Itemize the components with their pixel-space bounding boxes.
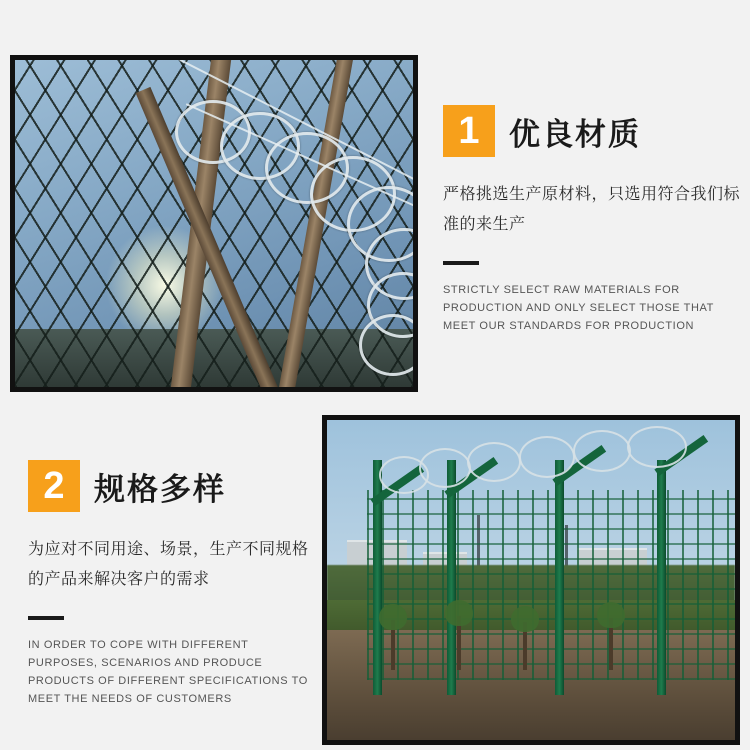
feature-1-number-badge: 1 xyxy=(443,105,495,157)
feature-2-text xyxy=(28,460,318,708)
feature-1-heading xyxy=(443,105,740,157)
feature-1-title: 优良材质 xyxy=(509,116,641,153)
sapling xyxy=(391,620,395,670)
razor-coil xyxy=(419,448,471,488)
razor-coil xyxy=(359,314,418,376)
sapling xyxy=(523,622,527,670)
razor-coil xyxy=(467,442,521,482)
green-wire-mesh xyxy=(367,490,740,680)
razor-coil xyxy=(573,430,631,472)
razor-wire-fence-photo xyxy=(15,60,413,387)
feature-2-divider xyxy=(28,616,64,620)
feature-1-image xyxy=(10,55,418,392)
sapling xyxy=(609,618,613,670)
feature-2-description-en: IN ORDER TO COPE WITH DIFFERENT PURPOSES, SCENARIOS AND PRODUCE PRODUCTS OF DIFFERENT SPECIFICATIONS TO MEET THE NEEDS OF CUSTOMERS xyxy=(28,639,308,705)
fence-post xyxy=(555,460,564,695)
feature-2-heading xyxy=(28,460,318,512)
razor-coil xyxy=(519,436,575,478)
feature-1-description-en: STRICTLY SELECT RAW MATERIALS FOR PRODUCTION AND ONLY SELECT THOSE THAT MEET OUR STANDARDS FOR PRODUCTION xyxy=(443,284,714,332)
sapling xyxy=(457,616,461,670)
fence-post xyxy=(657,460,666,695)
feature-1-description-cn: 严格挑选生产原材料，只选用符合我们标准的来生产 xyxy=(443,184,741,233)
green-fence-photo xyxy=(327,420,735,740)
feature-1-text xyxy=(443,105,740,335)
feature-1-divider xyxy=(443,261,479,265)
feature-2-image xyxy=(322,415,740,745)
feature-2-title: 规格多样 xyxy=(94,471,226,508)
razor-coil xyxy=(627,426,687,468)
feature-2-description-cn: 为应对不同用途、场景，生产不同规格的产品来解决客户的需求 xyxy=(28,539,309,588)
feature-2-number-badge: 2 xyxy=(28,460,80,512)
